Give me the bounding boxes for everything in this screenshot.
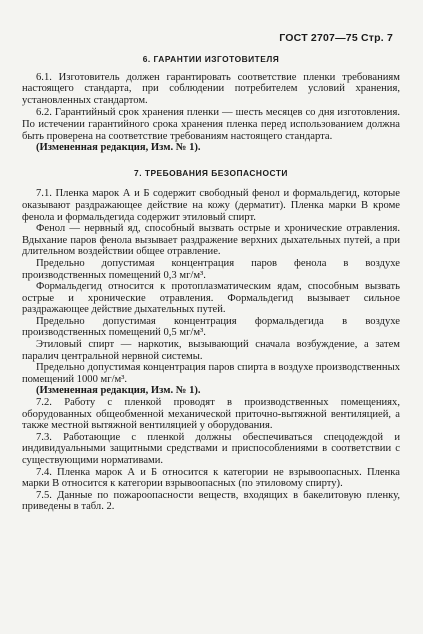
paragraph-6-2: 6.2. Гарантийный срок хранения пленки — шесть месяцев со дня изготовления. По истечении гарантийного срока хранения пленка перед использованием должна быть проверена на соответствие требованиям настоящего стандарта. <box>22 107 400 142</box>
page-content <box>22 54 400 513</box>
paragraph-7-1: 7.1. Пленка марок А и Б содержит свободный фенол и формальдегид, которые оказывают раздражающее действие на кожу (дерматит). Пленка марки В кроме фенола и формальдегида содержит этиловый спирт. <box>22 188 400 223</box>
paragraph-7-3: 7.3. Работающие с пленкой должны обеспечиваться спецодеждой и индивидуальными защитными средствами и приспособлениями в соответствии с существующими нормативами. <box>22 431 400 466</box>
section-6-title: 6. ГАРАНТИИ ИЗГОТОВИТЕЛЯ <box>142 54 280 64</box>
amendment-note-6: (Измененная редакция, Изм. № 1). <box>36 142 201 154</box>
page-header: ГОСТ 2707—75 Стр. 7 <box>279 32 393 44</box>
paragraph-6-1: 6.1. Изготовитель должен гарантировать соответствие пленки требованиям настоящего стандарта, при соблюдении потребителем условий хранения, установленных стандартом. <box>22 71 400 106</box>
paragraph-formaldehyde: Формальдегид относится к протоплазматическим ядам, способным вызвать острые и хронические отравления. Формальдегид вызывает сильное раздражающее действие дыхательных путей. <box>22 281 400 316</box>
paragraph-7-4: 7.4. Пленка марок А и Б относится к категории не взрывоопасных. Пленка марки В относится к категории взрывоопасных (по этиловому спирту). <box>22 466 400 490</box>
paragraph-phenol: Фенол — нервный яд, способный вызвать острые и хронические отравления. Вдыхание паров фенола вызывает раздражение верхних дыхательных путей, а при длительном воздействии общее отравление. <box>22 223 400 258</box>
paragraph-phenol-limit: Предельно допустимая концентрация паров фенола в воздухе производственных помещений 0,3 мг/м³. <box>22 257 400 281</box>
paragraph-7-5: 7.5. Данные по пожароопасности веществ, входящих в бакелитовую пленку, приведены в табл. 2. <box>22 489 400 513</box>
paragraph-ethanol-limit: Предельно допустимая концентрация паров спирта в воздухе производственных помещений 1000 мг/м³. <box>22 362 400 385</box>
paragraph-formaldehyde-limit: Предельно допустимая концентрация формальдегида в воздухе производственных помещений 0,5 мг/м³. <box>22 315 400 339</box>
section-7-title: 7. ТРЕБОВАНИЯ БЕЗОПАСНОСТИ <box>134 167 288 178</box>
paragraph-7-2: 7.2. Работу с пленкой проводят в производственных помещениях, оборудованных общеобменной механической приточно-вытяжной вентиляцией, а также местной вытяжной вентиляцией у оборудования. <box>22 397 400 432</box>
paragraph-ethanol: Этиловый спирт — наркотик, вызывающий сначала возбуждение, а затем паралич центральной нервной системы. <box>22 339 400 362</box>
amendment-note-7: (Измененная редакция, Изм. № 1). <box>36 385 201 397</box>
